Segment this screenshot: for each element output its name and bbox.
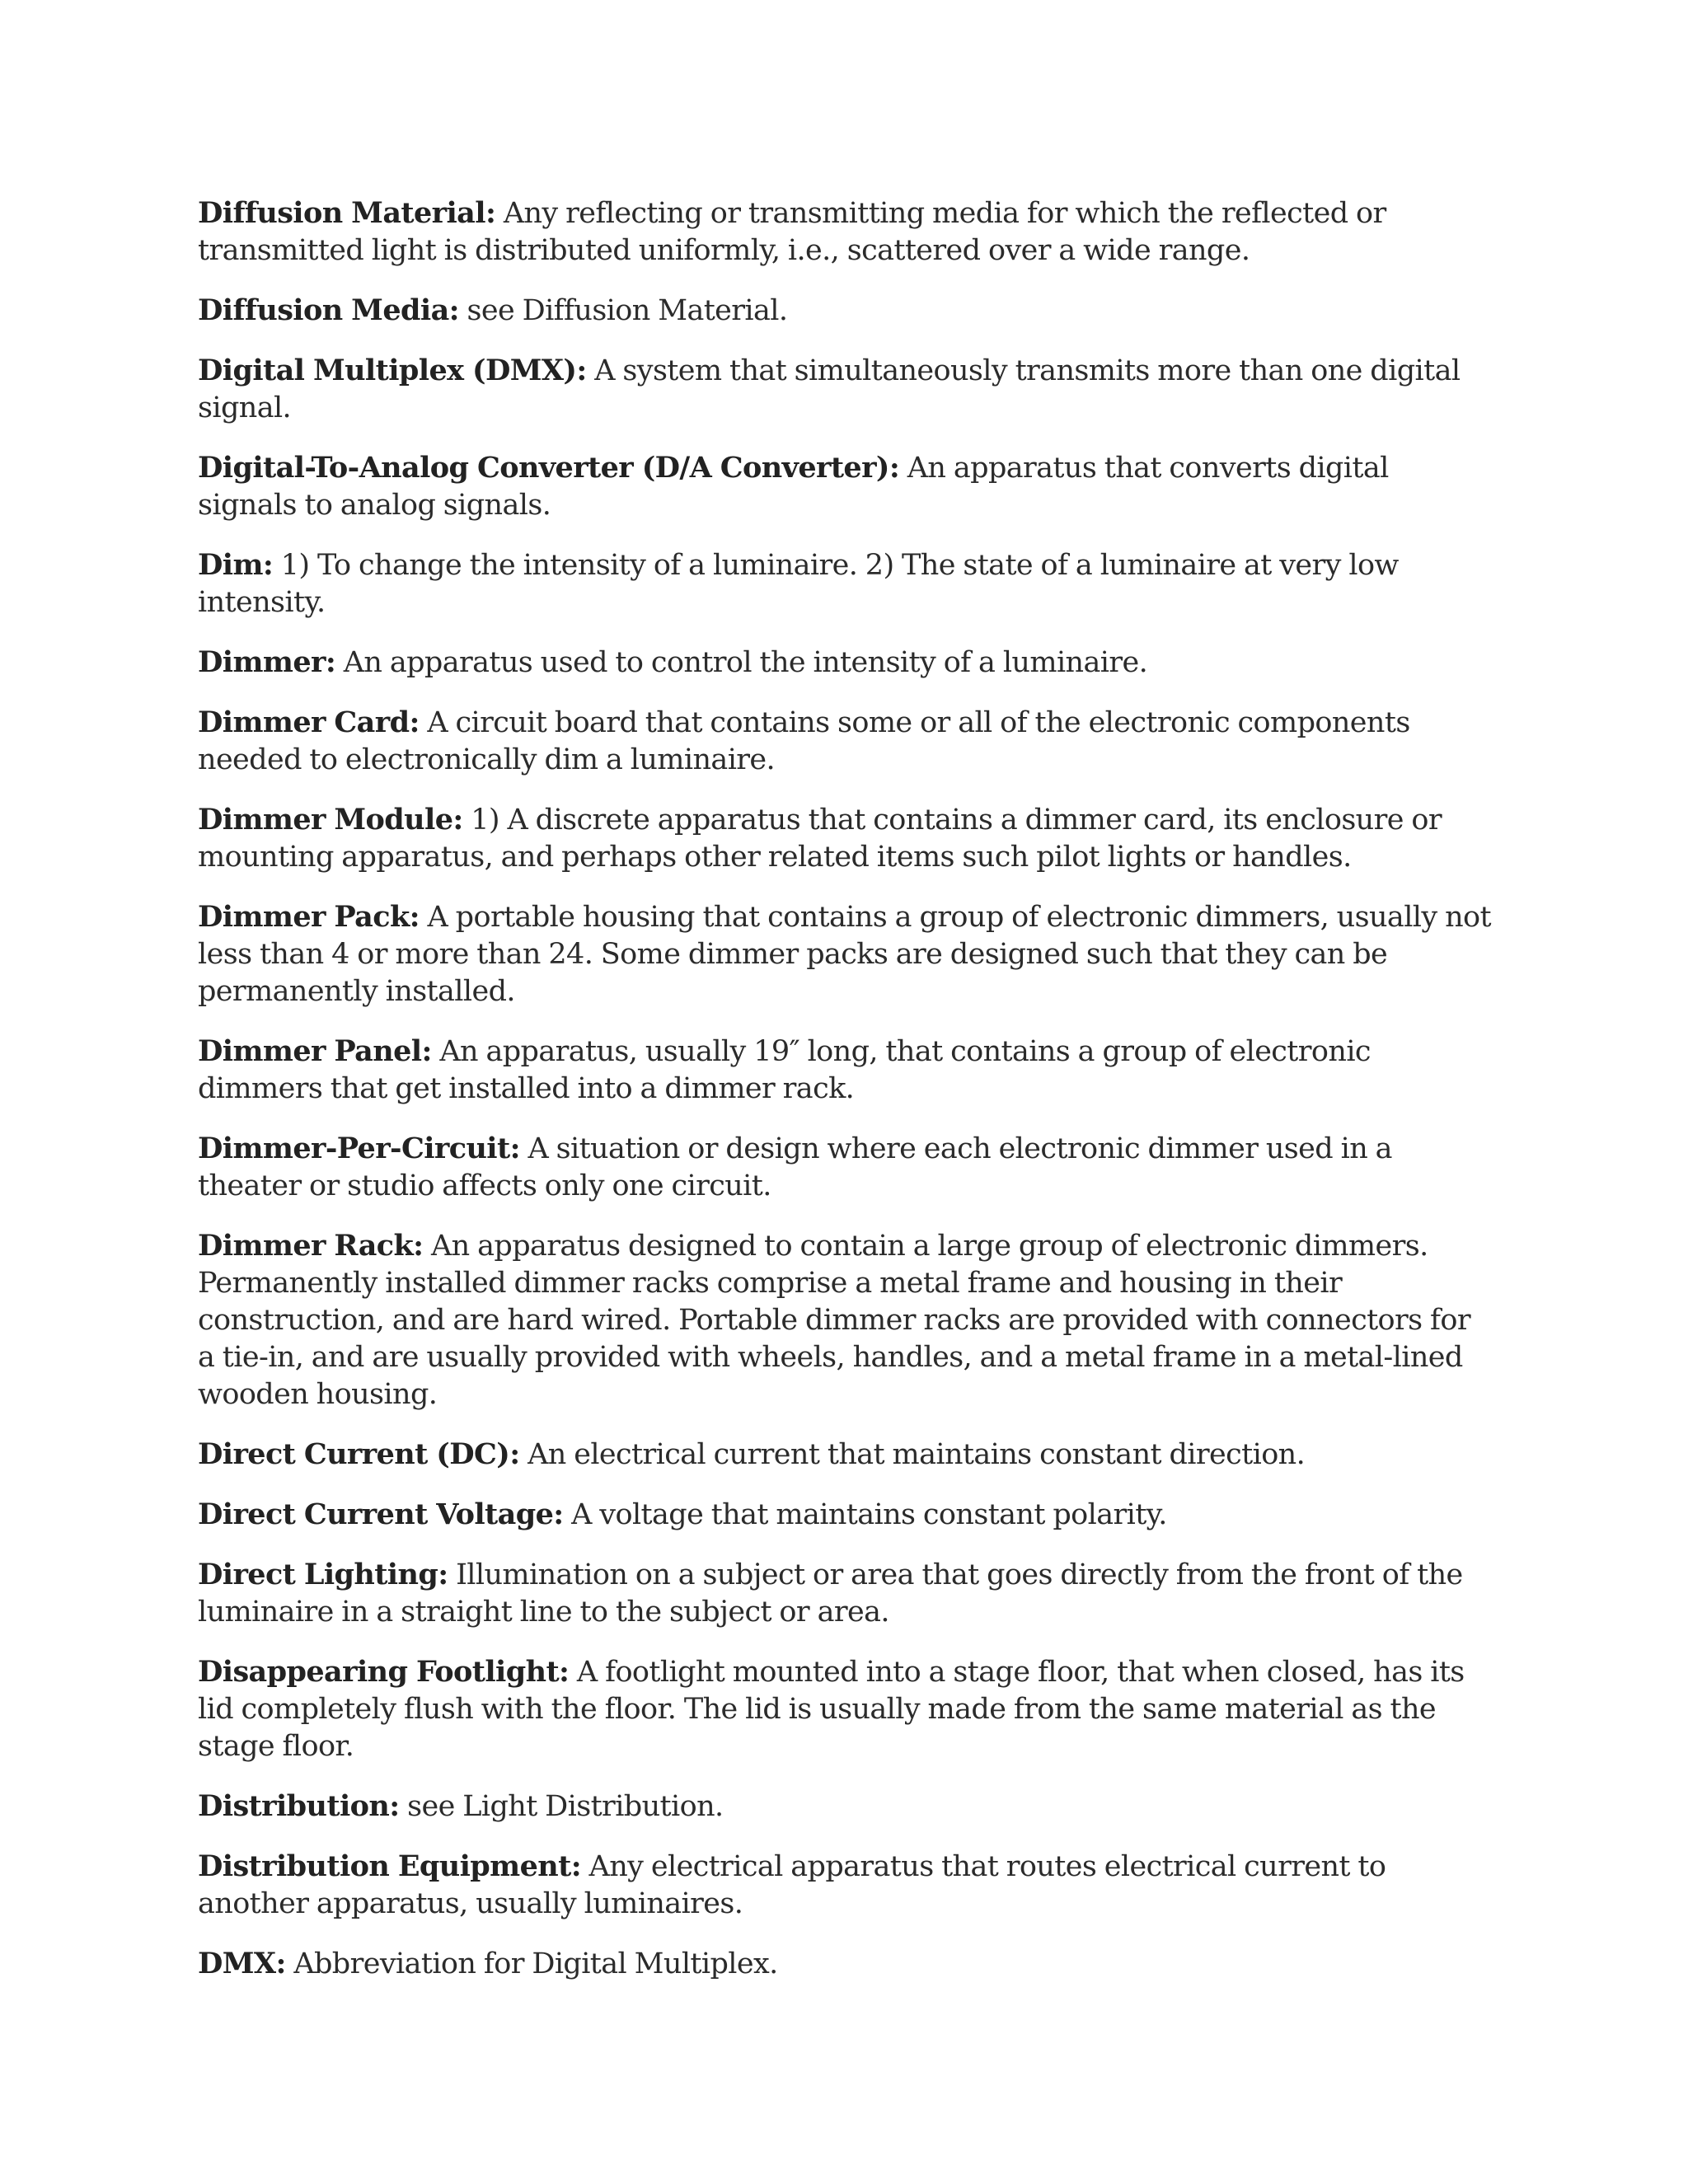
- glossary-entry: [198, 292, 1492, 330]
- glossary-definition: A system that simultaneously transmits more than one digital signal.: [198, 354, 1461, 424]
- glossary-definition: Abbreviation for Digital Multiplex.: [293, 1947, 778, 1980]
- glossary-term: Digital Multiplex (DMX):: [198, 354, 587, 387]
- glossary-definition: see Light Distribution.: [407, 1790, 724, 1823]
- glossary-definition: Any reflecting or transmitting media for which the reflected or transmitted light is distributed uniformly, i.e., scattered over a wide range.: [198, 197, 1386, 267]
- glossary-entry: [198, 644, 1492, 682]
- glossary-entry: [198, 1945, 1492, 1983]
- glossary-term: Dimmer-Per-Circuit:: [198, 1132, 520, 1165]
- glossary-term: Dimmer Card:: [198, 705, 420, 739]
- glossary-definition: 1) A discrete apparatus that contains a dimmer card, its enclosure or mounting apparatus, and perhaps other related items such pilot lights or handles.: [198, 804, 1442, 874]
- glossary-entry: [198, 1653, 1492, 1765]
- glossary-term: Distribution:: [198, 1789, 400, 1823]
- glossary-term: Dim:: [198, 548, 274, 582]
- glossary-definition: Illumination on a subject or area that goes directly from the front of the luminaire in a straight line to the subject or area.: [198, 1558, 1463, 1629]
- glossary-term: Direct Current Voltage:: [198, 1497, 564, 1531]
- glossary-definition: A footlight mounted into a stage floor, that when closed, has its lid completely flush with the floor. The lid is usually made from the same material as the stage floor.: [198, 1656, 1465, 1763]
- glossary-definition: An apparatus that converts digital signals to analog signals.: [198, 452, 1389, 522]
- glossary-entry: [198, 1848, 1492, 1923]
- glossary-definition: An apparatus, usually 19″ long, that contains a group of electronic dimmers that get installed into a dimmer rack.: [198, 1035, 1371, 1105]
- glossary-definition: An apparatus used to control the intensity of a luminaire.: [343, 646, 1148, 679]
- glossary-entry: [198, 1496, 1492, 1534]
- glossary-entry: [198, 704, 1492, 779]
- glossary-definition: Any electrical apparatus that routes electrical current to another apparatus, usually luminaires.: [198, 1850, 1386, 1920]
- glossary-term: Disappearing Footlight:: [198, 1655, 570, 1689]
- glossary-entry: [198, 1436, 1492, 1474]
- glossary-term: Dimmer Rack:: [198, 1229, 424, 1263]
- glossary-entry: [198, 1033, 1492, 1108]
- glossary-term: Digital-To-Analog Converter (D/A Converter):: [198, 451, 900, 485]
- glossary-entry: [198, 352, 1492, 427]
- glossary-entry: [198, 1788, 1492, 1825]
- glossary-definition: An electrical current that maintains constant direction.: [528, 1438, 1306, 1471]
- glossary-definition: A circuit board that contains some or all of the electronic components needed to electronically dim a luminaire.: [198, 706, 1410, 776]
- glossary-entry: [198, 1130, 1492, 1205]
- glossary-term: Dimmer Pack:: [198, 900, 420, 934]
- glossary-term: Direct Current (DC):: [198, 1437, 520, 1471]
- glossary-term: Dimmer Panel:: [198, 1034, 432, 1068]
- glossary-term: Diffusion Media:: [198, 293, 459, 327]
- glossary-entry: [198, 449, 1492, 524]
- glossary-definition: see Diffusion Material.: [467, 294, 788, 327]
- glossary-term: Dimmer Module:: [198, 803, 463, 837]
- glossary-definition: A voltage that maintains constant polarity.: [571, 1498, 1167, 1531]
- glossary-definition: A portable housing that contains a group of electronic dimmers, usually not less than 4 or more than 24. Some dimmer packs are designed such that they can be permanently installed.: [198, 901, 1491, 1008]
- glossary-entry: [198, 1227, 1492, 1413]
- glossary-term: Dimmer:: [198, 645, 336, 679]
- glossary-definition: 1) To change the intensity of a luminaire. 2) The state of a luminaire at very low intensity.: [198, 549, 1399, 619]
- glossary-page: [198, 194, 1492, 2005]
- glossary-entry: [198, 546, 1492, 621]
- glossary-definition: A situation or design where each electronic dimmer used in a theater or studio affects only one circuit.: [198, 1132, 1392, 1202]
- glossary-entry: [198, 898, 1492, 1010]
- glossary-definition: An apparatus designed to contain a large group of electronic dimmers. Permanently installed dimmer racks comprise a metal frame and housing in their construction, and are hard wired. Portable dimmer racks are provided with connectors for a tie-in, and are usually provided with wheels, handles, and a metal frame in a metal-lined wooden housing.: [198, 1230, 1471, 1411]
- glossary-entry: [198, 1556, 1492, 1631]
- glossary-term: DMX:: [198, 1947, 286, 1980]
- glossary-entry: [198, 801, 1492, 876]
- glossary-entry: [198, 194, 1492, 269]
- glossary-term: Diffusion Material:: [198, 196, 496, 230]
- glossary-term: Distribution Equipment:: [198, 1849, 582, 1883]
- glossary-term: Direct Lighting:: [198, 1558, 448, 1591]
